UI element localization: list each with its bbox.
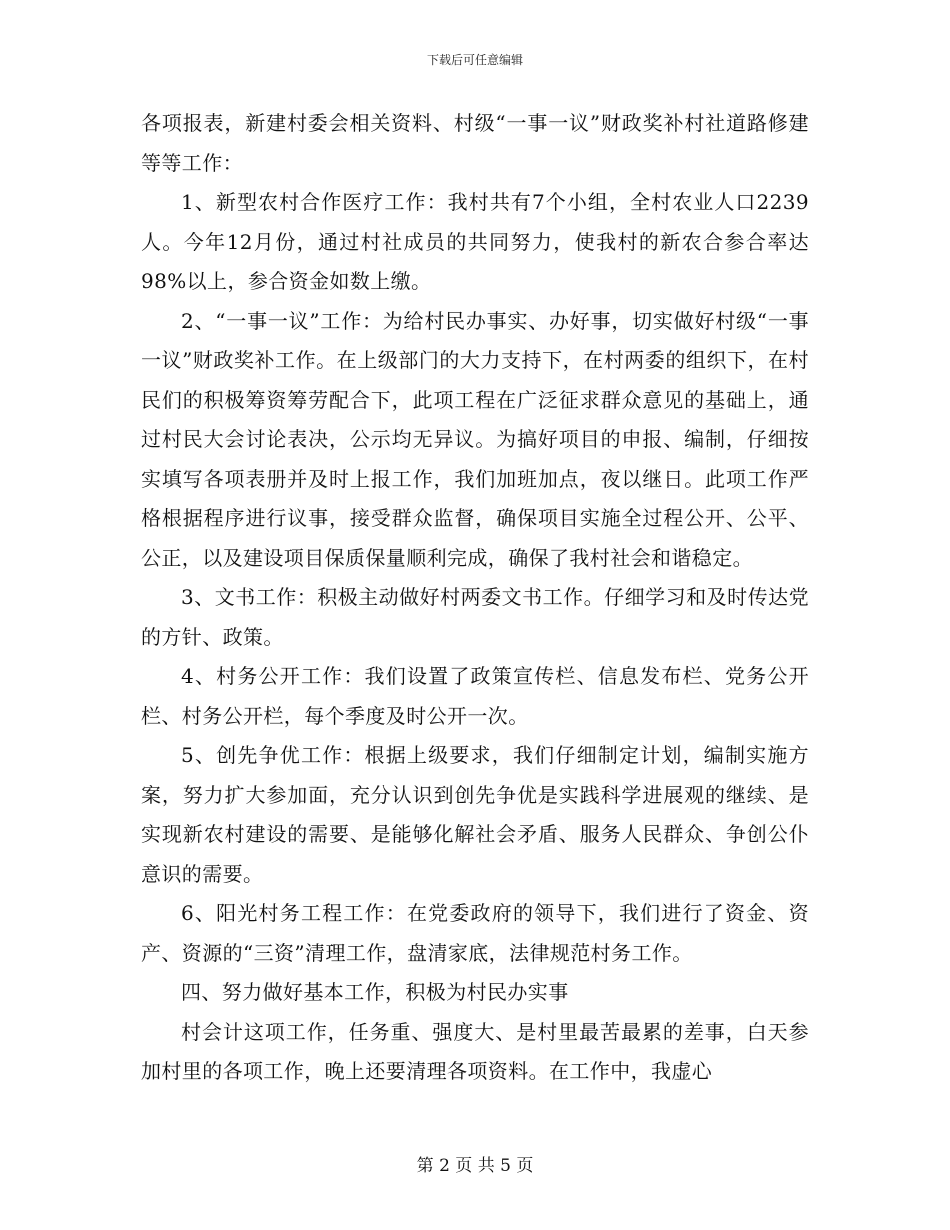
document-body [141, 104, 809, 1092]
paragraph-8: 村会计这项工作，任务重、强度大、是村里最苦最累的差事，白天参加村里的各项工作，晚上还要清理各项资料。在工作中，我虚心 [141, 1019, 809, 1083]
section-heading: 四、努力做好基本工作，积极为村民办实事 [181, 980, 569, 1004]
paragraph-4: 3、文书工作：积极主动做好村两委文书工作。仔细学习和及时传达党的方针、政策。 [141, 585, 809, 649]
paragraph-7: 6、阳光村务工程工作：在党委政府的领导下，我们进行了资金、资产、资源的“三资”清理工作，盘清家底，法律规范村务工作。 [141, 901, 809, 965]
paragraph-1: 各项报表，新建村委会相关资料、村级“一事一议”财政奖补村社道路修建等等工作： [141, 111, 809, 175]
paragraph-3: 2、“一事一议”工作：为给村民办事实、办好事，切实做好村级“一事一议”财政奖补工作。在上级部门的大力支持下，在村两委的组织下，在村民们的积极筹资筹劳配合下，此项工程在广泛征求群众意见的基础上，通过村民大会讨论表决，公示均无异议。为搞好项目的申报、编制，仔细按实填写各项表册并及时上报工作，我们加班加点，夜以继日。此项工作严格根据程序进行议事，接受群众监督，确保项目实施全过程公开、公平、公正，以及建设项目保质保量顺利完成，确保了我村社会和谐稳定。 [141, 308, 809, 570]
paragraph-2: 1、新型农村合作医疗工作：我村共有7个小组，全村农业人口2239人。今年12月份，通过村社成员的共同努力，使我村的新农合参合率达98%以上，参合资金如数上缴。 [141, 190, 809, 293]
page-header-note: 下载后可任意编辑 [426, 53, 523, 67]
paragraph-6: 5、创先争优工作：根据上级要求，我们仔细制定计划，编制实施方案，努力扩大参加面，充分认识到创先争优是实践科学进展观的继续、是实现新农村建设的需要、是能够化解社会矛盾、服务人民群众、争创公仆意识的需要。 [141, 743, 809, 886]
paragraph-5: 4、村务公开工作：我们设置了政策宣传栏、信息发布栏、党务公开栏、村务公开栏，每个季度及时公开一次。 [141, 664, 809, 728]
page-number: 第 2 页 共 5 页 [416, 1156, 534, 1176]
